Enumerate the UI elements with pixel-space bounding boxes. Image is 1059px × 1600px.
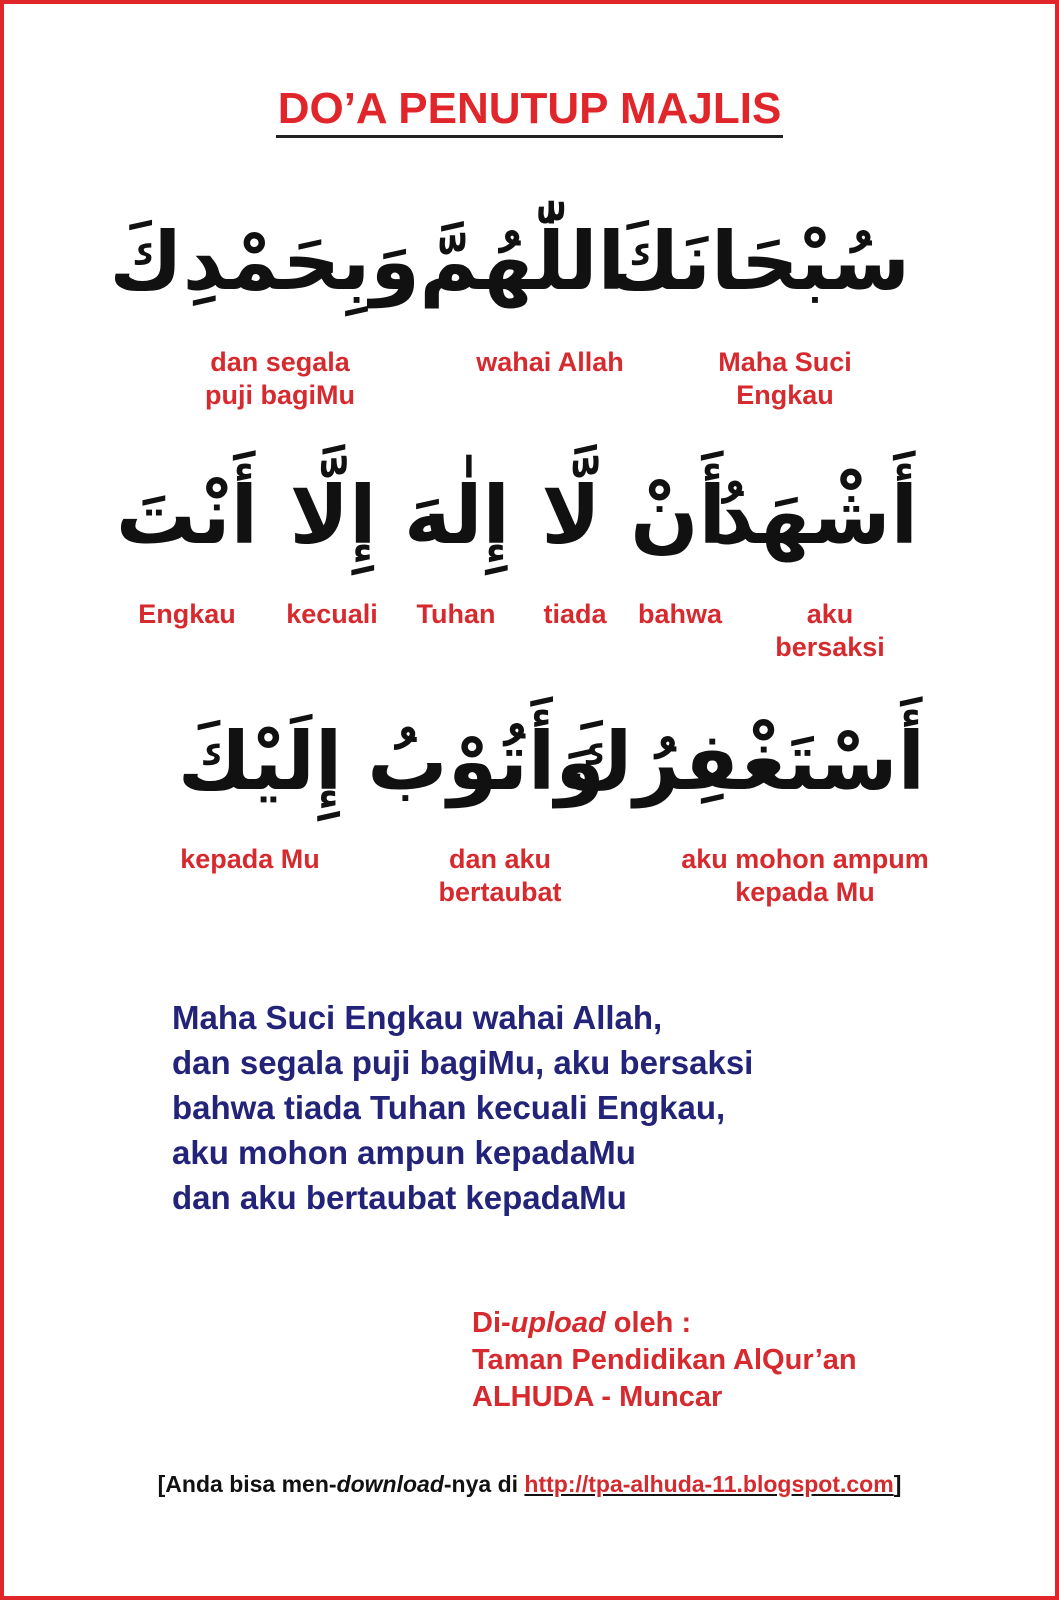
translation-tiada: tiada [543, 599, 607, 629]
meaning-line: dan aku bertaubat kepadaMu [172, 1179, 627, 1216]
arabic-astaghfiruka: أَسْتَغْفِرُكَ [560, 715, 925, 808]
uploader-line-1: Di-upload oleh : [472, 1307, 692, 1339]
translation-bahwa: bahwa [637, 599, 723, 629]
meaning-line: Maha Suci Engkau wahai Allah, [172, 999, 663, 1036]
translation-dan-aku-bertaubat: dan aku bertaubat [438, 844, 562, 907]
uploader-line-3: ALHUDA - Muncar [472, 1381, 723, 1413]
translation-kepada-mu: kepada Mu [180, 844, 320, 874]
meaning-line: dan segala puji bagiMu, aku bersaksi [172, 1044, 754, 1081]
translation-tuhan: Tuhan [416, 599, 496, 629]
uploader-credit [472, 1305, 1032, 1416]
arabic-wabihamdika: وَبِحَمْدِكَ [109, 215, 420, 308]
translation-aku-bersaksi: aku bersaksi [775, 599, 885, 662]
arabic-ilaika: إِلَيْكَ [177, 715, 343, 808]
footer-download-note: [Anda bisa men-download-nya di http://tpa-alhuda-11.blogspot.com] [157, 1471, 902, 1497]
translation-maha-suci: Maha Suci Engkau [718, 347, 852, 410]
meaning-paragraph [172, 995, 952, 1220]
meaning-line: bahwa tiada Tuhan kecuali Engkau, [172, 1089, 726, 1126]
translation-wahai-allah: wahai Allah [476, 347, 624, 377]
blog-link[interactable]: http://tpa-alhuda-11.blogspot.com [524, 1471, 894, 1497]
arabic-illa: إِلَّا [289, 469, 377, 562]
arabic-asyhadu: أَشْهَدُ [712, 469, 918, 562]
arabic-anta: أَنْتَ [115, 469, 258, 562]
arabic-ilaha: إِلٰهَ [404, 469, 510, 562]
translation-dan-segala: dan segala puji bagiMu [205, 347, 355, 410]
arabic-subhanaka: سُبْحَانَكَ [606, 215, 910, 308]
arabic-allahumma: اللّٰهُمَّ [419, 215, 625, 308]
arabic-waatubu: وَأَتُوْبُ [367, 715, 605, 808]
translation-engkau: Engkau [138, 599, 236, 629]
page-title [0, 84, 1059, 134]
uploader-line-2: Taman Pendidikan AlQur’an [472, 1344, 857, 1376]
translation-aku-mohon-ampum: aku mohon ampum kepada Mu [681, 844, 929, 907]
meaning-line: aku mohon ampun kepadaMu [172, 1134, 636, 1171]
arabic-an: أَنْ [630, 469, 726, 562]
arabic-la: لَّا [541, 469, 601, 562]
translation-kecuali: kecuali [286, 599, 378, 629]
title-text: DO’A PENUTUP MAJLIS [276, 84, 784, 138]
